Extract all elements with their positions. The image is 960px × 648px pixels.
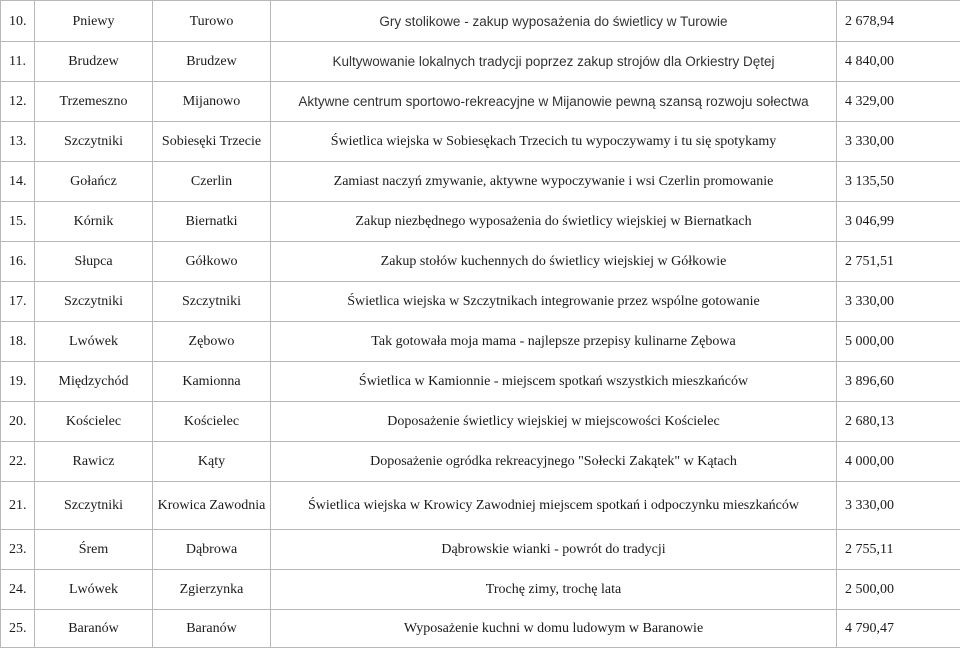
gmina-cell: Pniewy — [35, 1, 153, 42]
row-number: 15. — [1, 202, 35, 242]
row-number: 18. — [1, 322, 35, 362]
table-row — [1, 162, 960, 202]
table-row — [1, 242, 960, 282]
gmina-cell: Międzychód — [35, 362, 153, 402]
gmina-cell: Szczytniki — [35, 282, 153, 322]
place-cell: Kościelec — [153, 402, 271, 442]
project-title-cell: Świetlica wiejska w Krowicy Zawodniej miejscem spotkań i odpoczynku mieszkańców — [271, 482, 837, 530]
place-cell: Brudzew — [153, 42, 271, 82]
gmina-cell: Gołańcz — [35, 162, 153, 202]
row-number: 24. — [1, 570, 35, 610]
place-cell: Czerlin — [153, 162, 271, 202]
gmina-cell: Szczytniki — [35, 122, 153, 162]
gmina-cell: Lwówek — [35, 322, 153, 362]
gmina-cell: Śrem — [35, 530, 153, 570]
row-number: 20. — [1, 402, 35, 442]
amount-cell: 4 790,47 — [837, 610, 960, 648]
place-cell: Szczytniki — [153, 282, 271, 322]
place-cell: Sobiesęki Trzecie — [153, 122, 271, 162]
gmina-cell: Słupca — [35, 242, 153, 282]
gmina-cell: Kościelec — [35, 402, 153, 442]
place-cell: Krowica Zawodnia — [153, 482, 271, 530]
place-cell: Zębowo — [153, 322, 271, 362]
row-number: 25. — [1, 610, 35, 648]
table-row — [1, 610, 960, 648]
amount-cell: 4 840,00 — [837, 42, 960, 82]
table-row — [1, 530, 960, 570]
row-number: 11. — [1, 42, 35, 82]
amount-cell: 2 500,00 — [837, 570, 960, 610]
amount-cell: 5 000,00 — [837, 322, 960, 362]
amount-cell: 2 680,13 — [837, 402, 960, 442]
place-cell: Dąbrowa — [153, 530, 271, 570]
row-number: 10. — [1, 1, 35, 42]
gmina-cell: Lwówek — [35, 570, 153, 610]
place-cell: Kąty — [153, 442, 271, 482]
project-title-cell: Aktywne centrum sportowo-rekreacyjne w Mijanowie pewną szansą rozwoju sołectwa — [271, 82, 837, 122]
row-number: 22. — [1, 442, 35, 482]
amount-cell: 3 135,50 — [837, 162, 960, 202]
row-number: 14. — [1, 162, 35, 202]
place-cell: Zgierzynka — [153, 570, 271, 610]
project-title-cell: Świetlica w Kamionnie - miejscem spotkań wszystkich mieszkańców — [271, 362, 837, 402]
row-number: 16. — [1, 242, 35, 282]
amount-cell: 3 896,60 — [837, 362, 960, 402]
project-title-cell: Doposażenie ogródka rekreacyjnego "Sołecki Zakątek" w Kątach — [271, 442, 837, 482]
gmina-cell: Kórnik — [35, 202, 153, 242]
amount-cell: 3 330,00 — [837, 282, 960, 322]
table-row — [1, 402, 960, 442]
gmina-cell: Trzemeszno — [35, 82, 153, 122]
amount-cell: 4 329,00 — [837, 82, 960, 122]
table-row — [1, 202, 960, 242]
project-title-cell: Zamiast naczyń zmywanie, aktywne wypoczywanie i wsi Czerlin promowanie — [271, 162, 837, 202]
project-title-cell: Wyposażenie kuchni w domu ludowym w Baranowie — [271, 610, 837, 648]
project-title-cell: Trochę zimy, trochę lata — [271, 570, 837, 610]
place-cell: Baranów — [153, 610, 271, 648]
place-cell: Biernatki — [153, 202, 271, 242]
gmina-cell: Brudzew — [35, 42, 153, 82]
place-cell: Kamionna — [153, 362, 271, 402]
project-title-cell: Świetlica wiejska w Sobiesękach Trzecich tu wypoczywamy i tu się spotykamy — [271, 122, 837, 162]
project-title-cell: Dąbrowskie wianki - powrót do tradycji — [271, 530, 837, 570]
project-title-cell: Zakup stołów kuchennych do świetlicy wiejskiej w Gółkowie — [271, 242, 837, 282]
project-title-cell: Doposażenie świetlicy wiejskiej w miejscowości Kościelec — [271, 402, 837, 442]
amount-cell: 2 755,11 — [837, 530, 960, 570]
table-row — [1, 570, 960, 610]
project-title-cell: Tak gotowała moja mama - najlepsze przepisy kulinarne Zębowa — [271, 322, 837, 362]
gmina-cell: Rawicz — [35, 442, 153, 482]
place-cell: Gółkowo — [153, 242, 271, 282]
table-row — [1, 442, 960, 482]
row-number: 12. — [1, 82, 35, 122]
amount-cell: 2 751,51 — [837, 242, 960, 282]
row-number: 17. — [1, 282, 35, 322]
row-number: 13. — [1, 122, 35, 162]
gmina-cell: Szczytniki — [35, 482, 153, 530]
amount-cell: 3 330,00 — [837, 122, 960, 162]
project-title-cell: Zakup niezbędnego wyposażenia do świetlicy wiejskiej w Biernatkach — [271, 202, 837, 242]
table-row — [1, 122, 960, 162]
place-cell: Turowo — [153, 1, 271, 42]
amount-cell: 3 046,99 — [837, 202, 960, 242]
row-number: 19. — [1, 362, 35, 402]
place-cell: Mijanowo — [153, 82, 271, 122]
amount-cell: 4 000,00 — [837, 442, 960, 482]
row-number: 23. — [1, 530, 35, 570]
project-title-cell: Świetlica wiejska w Szczytnikach integrowanie przez wspólne gotowanie — [271, 282, 837, 322]
table-row — [1, 42, 960, 82]
amount-cell: 2 678,94 — [837, 1, 960, 42]
gmina-cell: Baranów — [35, 610, 153, 648]
table-row — [1, 1, 960, 42]
table-row — [1, 482, 960, 530]
table-row — [1, 282, 960, 322]
amount-cell: 3 330,00 — [837, 482, 960, 530]
table-row — [1, 82, 960, 122]
table-row — [1, 322, 960, 362]
row-number: 21. — [1, 482, 35, 530]
table-row — [1, 362, 960, 402]
project-title-cell: Gry stolikowe - zakup wyposażenia do świetlicy w Turowie — [271, 1, 837, 42]
project-title-cell: Kultywowanie lokalnych tradycji poprzez zakup strojów dla Orkiestry Dętej — [271, 42, 837, 82]
